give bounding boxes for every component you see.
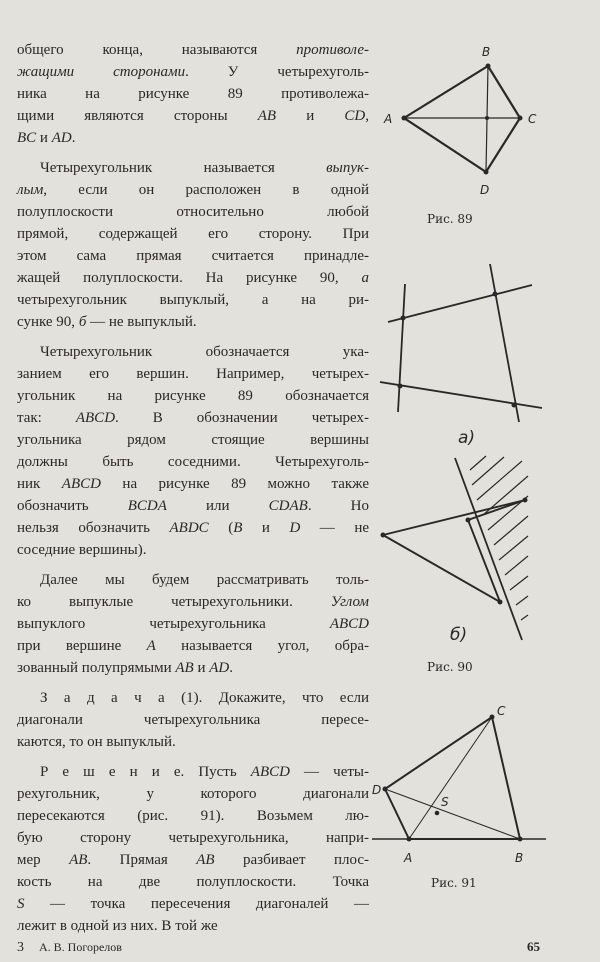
label-a: A — [404, 851, 413, 865]
italic-text: B — [233, 520, 243, 536]
text: каются, то он выпуклый. — [17, 734, 176, 750]
text: лежит в одной из них. В той же — [17, 918, 218, 934]
text: угольника рядом стоящие вершины — [17, 432, 369, 448]
text: так: — [17, 410, 76, 426]
text: зованный полупрямыми — [17, 660, 176, 676]
fig89-caption: Рис. 89 — [427, 212, 473, 226]
text: ( — [208, 520, 234, 536]
text: . В обозначении четырех- — [115, 410, 369, 426]
text: . Но — [307, 498, 369, 514]
page-number: 65 — [527, 939, 540, 954]
text: Четырехугольник обозначается ука- — [40, 344, 369, 360]
text: ко выпуклые четырехугольники. — [17, 594, 331, 610]
text: нельзя обозначить — [17, 520, 170, 536]
italic-text: ABCD — [329, 616, 369, 632]
text: З а д а ч а (1). Докажите, что если — [40, 690, 369, 706]
italic-text: AD — [51, 130, 72, 146]
text: ник — [17, 476, 62, 492]
text: кость на две полуплоскости. Точка — [17, 874, 369, 890]
italic-text: ABCD — [61, 476, 101, 492]
text: жащей полуплоскости. На рисунке 90, — [17, 270, 362, 286]
italic-text: выпук- — [326, 160, 369, 176]
text: разбивает плос- — [214, 852, 369, 868]
author: А. В. Погорелов — [39, 940, 122, 954]
italic-text: D — [289, 520, 301, 536]
label-b: B — [482, 45, 491, 59]
italic-text: S — [17, 896, 25, 912]
figure-90a — [380, 264, 542, 422]
text: называется угол, обра- — [155, 638, 369, 654]
italic-text: AB — [257, 108, 277, 124]
footer-signature — [17, 940, 122, 956]
italic-text: Углом — [330, 594, 369, 610]
text: — не — [300, 520, 370, 536]
italic-text: CD — [344, 108, 366, 124]
text: угольник на рисунке 89 обозначается — [17, 388, 369, 404]
text: прямой, содержащей его сторону. При — [17, 226, 369, 242]
text: . У четырехуголь- — [185, 64, 370, 80]
text: сунке 90, — [17, 314, 79, 330]
text: диагонали четырехугольника пересе- — [17, 712, 369, 728]
text: — четы- — [289, 764, 369, 780]
italic-text: CDAB — [268, 498, 308, 514]
fig90a-label: а) — [458, 428, 476, 448]
italic-text: A — [146, 638, 156, 654]
italic-text: а — [361, 270, 369, 286]
fig91-caption: Рис. 91 — [431, 876, 477, 890]
text: или — [166, 498, 269, 514]
label-c: C — [497, 704, 506, 718]
italic-text: AB — [69, 852, 88, 868]
fig90-caption: Рис. 90 — [427, 660, 473, 674]
text: . — [229, 660, 233, 676]
text: на рисунке 89 можно также — [100, 476, 369, 492]
label-c: C — [528, 112, 537, 126]
label-s: S — [441, 795, 449, 809]
text: , если он расположен в одной — [43, 182, 369, 198]
italic-text: ABCD — [250, 764, 290, 780]
text: этом сама прямая считается принадле- — [17, 248, 369, 264]
italic-text: ABDC — [169, 520, 209, 536]
text: Р е ш е н и е. Пусть — [40, 764, 251, 780]
signature-number: 3 — [17, 940, 24, 955]
figure-90b — [381, 456, 529, 640]
text: должны быть соседними. Четырехуголь- — [17, 454, 369, 470]
text: выпуклого четырехугольника — [17, 616, 330, 632]
text: и — [276, 108, 345, 124]
italic-text: BCDA — [127, 498, 167, 514]
italic-text: противоле- — [296, 42, 369, 58]
text: . Прямая — [87, 852, 197, 868]
text: общего конца, называются — [17, 42, 297, 58]
figure-91 — [372, 704, 546, 865]
text: . — [71, 130, 76, 146]
italic-text: BC — [17, 130, 37, 146]
italic-text: ABCD — [75, 410, 116, 426]
text: и — [36, 130, 52, 146]
text: — точка пересечения диагоналей — — [24, 896, 369, 912]
text: соседние вершины). — [17, 542, 147, 558]
text: пересекаются (рис. 91). Возьмем лю- — [17, 808, 369, 824]
text: и — [193, 660, 210, 676]
label-a: A — [384, 112, 393, 126]
italic-text: лым — [17, 182, 44, 198]
text: щими являются стороны — [17, 108, 258, 124]
label-b: B — [515, 851, 524, 865]
text: четырехугольник выпуклый, а на ри- — [17, 292, 369, 308]
italic-text: жащими сторонами — [17, 64, 186, 80]
text: и — [242, 520, 290, 536]
text: Четырехугольник называется — [40, 160, 327, 176]
text: бую сторону четырехугольника, напри- — [17, 830, 369, 846]
quadrilateral-abcd — [404, 66, 520, 172]
italic-text: AB — [175, 660, 194, 676]
italic-text: б — [78, 314, 87, 330]
text: рехугольник, у которого диагонали — [17, 786, 369, 802]
text: Далее мы будем рассматривать толь- — [40, 572, 369, 588]
text: занием его вершин. Например, четырех- — [17, 366, 369, 382]
text: мер — [17, 852, 70, 868]
text: ника на рисунке 89 противолежа- — [17, 86, 369, 102]
figure-89 — [383, 45, 537, 197]
italic-text: AB — [196, 852, 215, 868]
label-d: D — [480, 183, 490, 197]
text: при вершине — [17, 638, 147, 654]
text: , — [365, 108, 369, 124]
italic-text: AD — [209, 660, 230, 676]
text: обозначить — [17, 498, 128, 514]
text: — не выпуклый. — [86, 314, 197, 330]
fig90b-label: б) — [450, 625, 468, 645]
text: полуплоскости относительно любой — [17, 204, 369, 220]
label-d: D — [372, 783, 382, 797]
